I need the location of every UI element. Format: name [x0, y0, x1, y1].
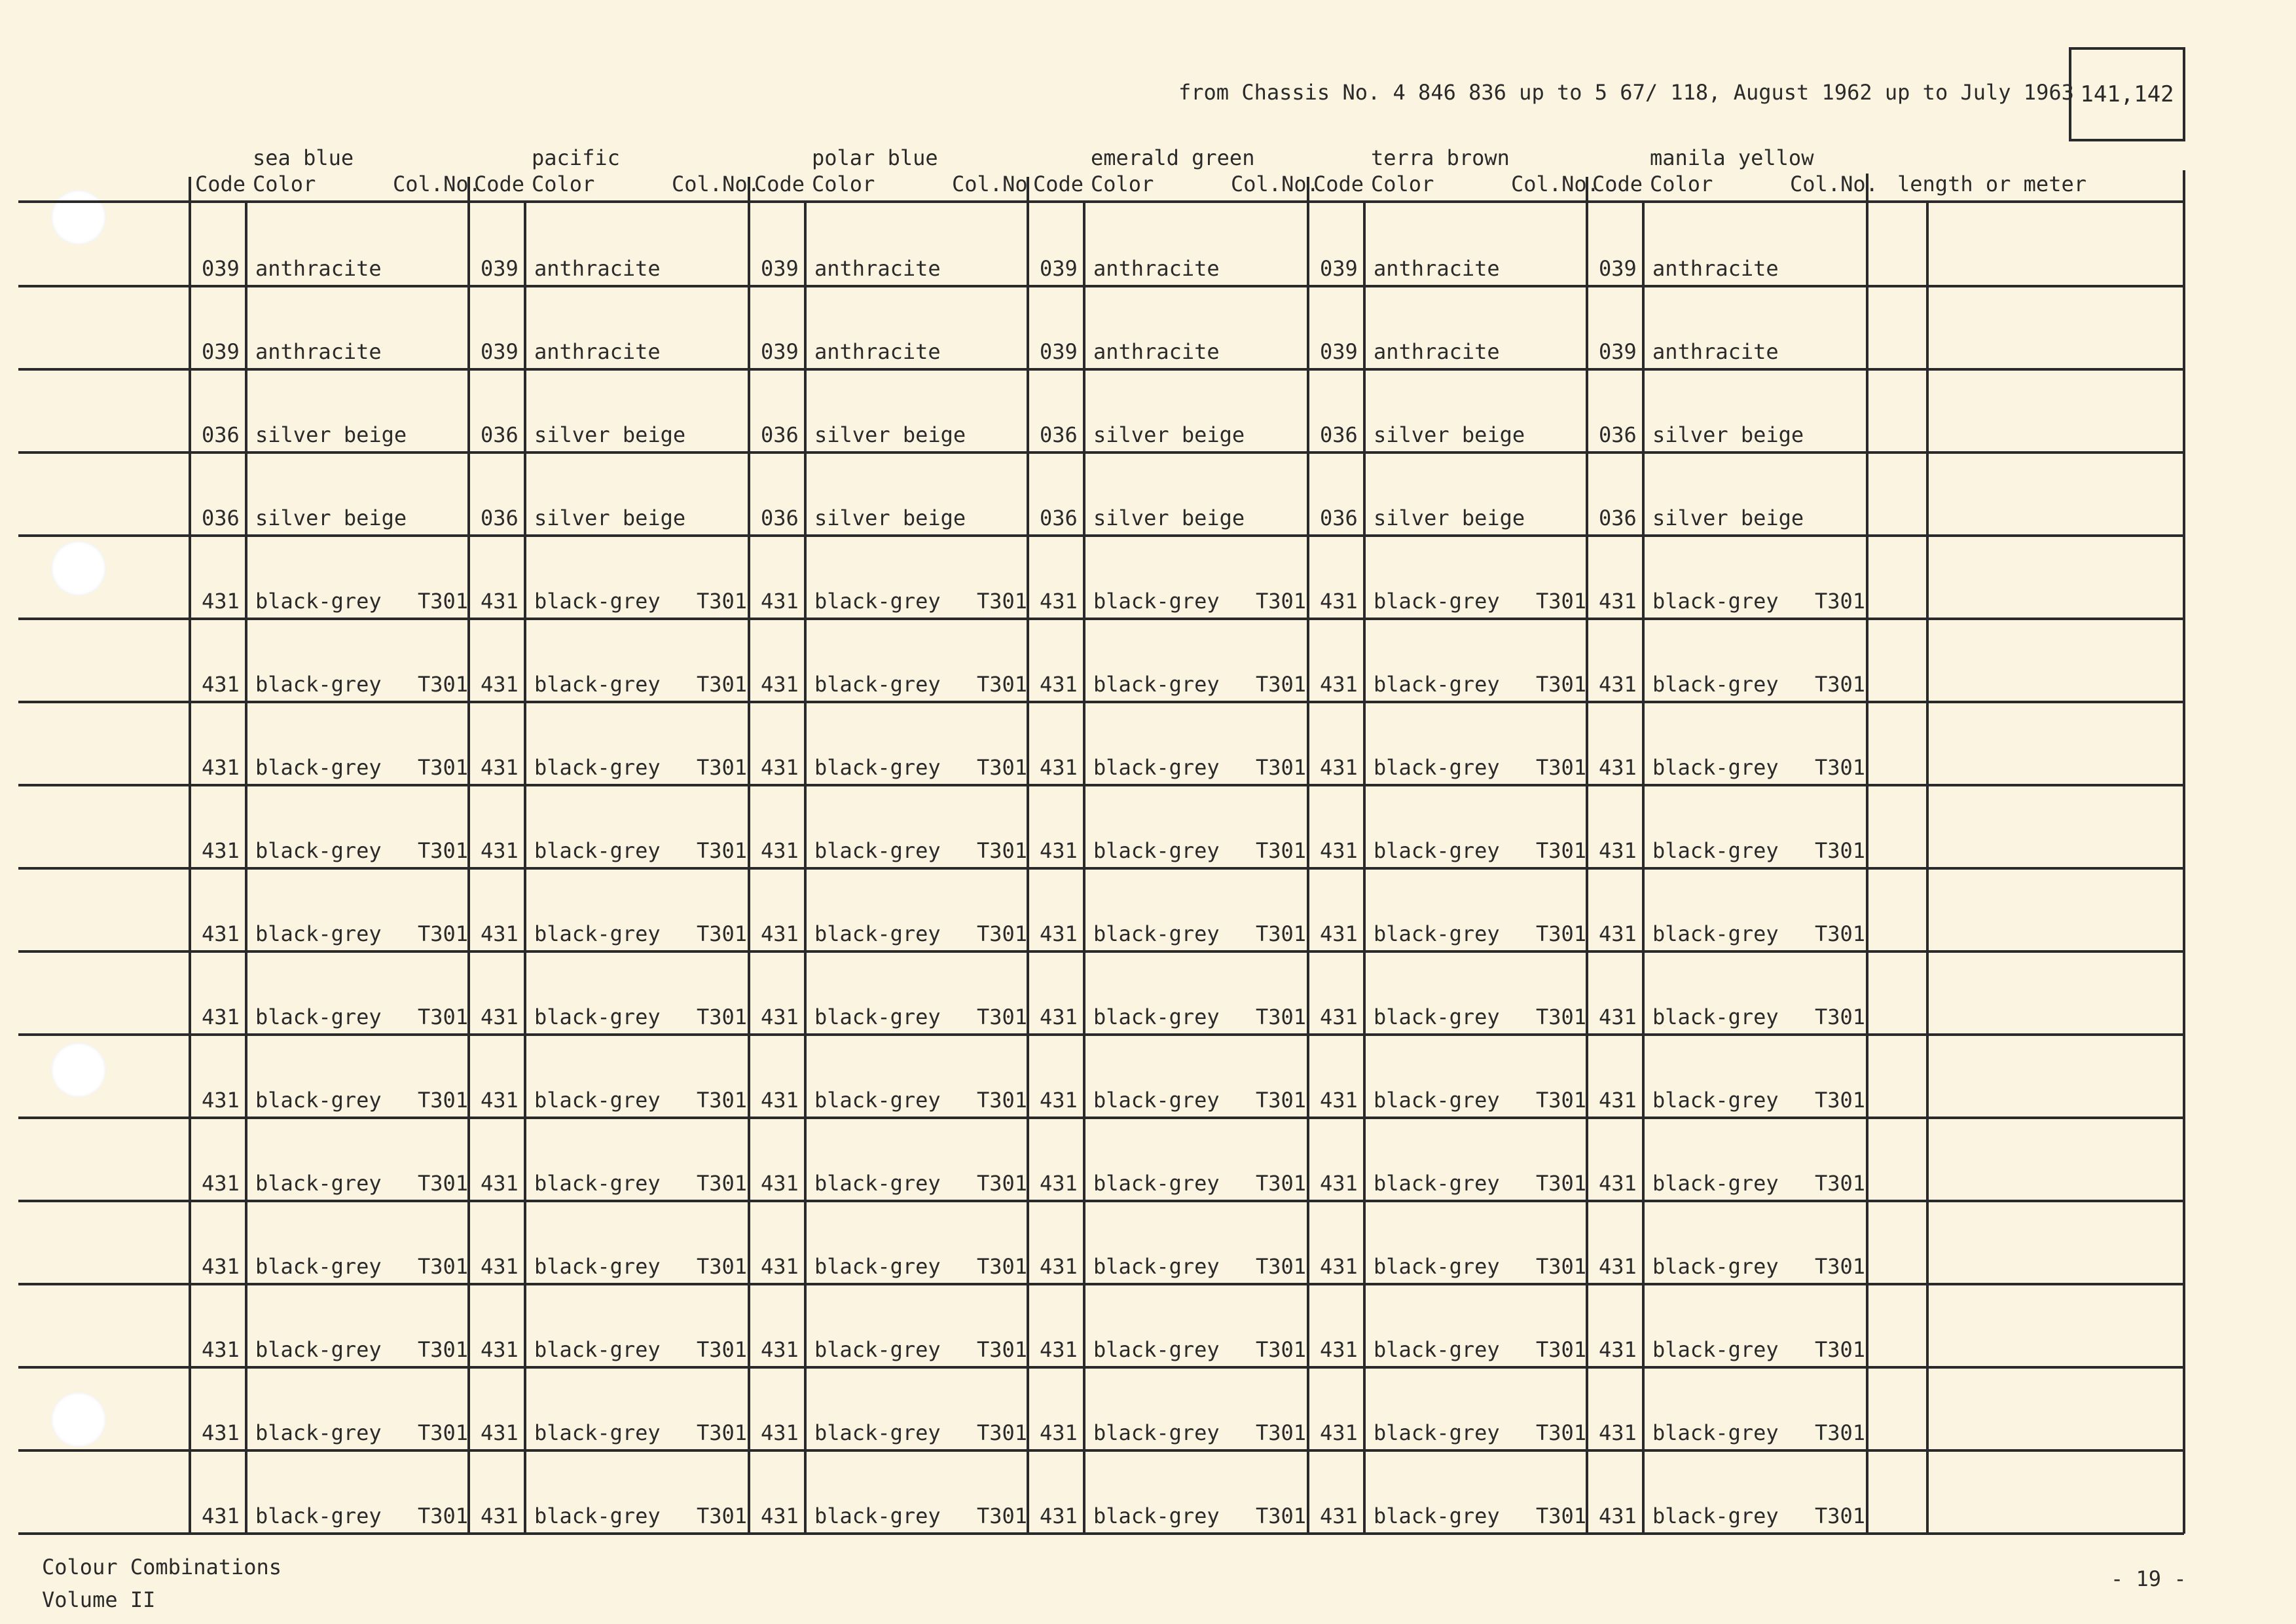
colno-cell: T301: [418, 1503, 469, 1528]
code-cell: 431: [1599, 1503, 1637, 1528]
colno-cell: T301: [697, 754, 748, 780]
color-cell: black-grey: [1652, 1004, 1779, 1029]
colno-cell: T301: [1536, 838, 1587, 863]
color-cell: black-grey: [534, 1420, 661, 1445]
colno-header: Col.No.: [393, 172, 481, 196]
color-cell: black-grey: [814, 1337, 941, 1362]
exterior-color-title: pacific: [532, 145, 620, 170]
code-cell: 431: [202, 1170, 240, 1196]
color-cell: black-grey: [1093, 1253, 1220, 1279]
code-cell: 039: [202, 339, 240, 364]
color-cell: black-grey: [1374, 838, 1500, 863]
code-cell: 431: [481, 671, 519, 697]
code-cell: 431: [761, 921, 799, 946]
color-cell: black-grey: [1652, 1503, 1779, 1528]
color-cell: silver beige: [1093, 422, 1245, 447]
code-cell: 431: [481, 1420, 519, 1445]
code-cell: 431: [1040, 1170, 1078, 1196]
exterior-color-title: terra brown: [1371, 145, 1510, 170]
color-cell: black-grey: [1652, 588, 1779, 614]
colno-cell: T301: [1815, 1337, 1866, 1362]
colno-cell: T301: [697, 838, 748, 863]
color-cell: anthracite: [534, 255, 661, 281]
colno-cell: T301: [977, 1420, 1028, 1445]
code-cell: 036: [202, 505, 240, 530]
color-cell: black-grey: [1652, 838, 1779, 863]
color-cell: black-grey: [1652, 1253, 1779, 1279]
colno-cell: T301: [1536, 1170, 1587, 1196]
color-cell: black-grey: [1093, 1170, 1220, 1196]
color-cell: silver beige: [534, 422, 686, 447]
code-cell: 039: [1599, 339, 1637, 364]
color-header: Color: [812, 172, 875, 196]
exterior-color-title: manila yellow: [1650, 145, 1814, 170]
color-cell: black-grey: [534, 1337, 661, 1362]
color-cell: silver beige: [814, 422, 966, 447]
color-cell: black-grey: [1093, 671, 1220, 697]
color-cell: black-grey: [534, 1503, 661, 1528]
colno-cell: T301: [418, 1004, 469, 1029]
code-cell: 431: [761, 671, 799, 697]
color-cell: silver beige: [255, 505, 407, 530]
colno-cell: T301: [697, 1087, 748, 1113]
exterior-color-title: sea blue: [253, 145, 354, 170]
code-cell: 431: [1599, 1087, 1637, 1113]
code-cell: 431: [1040, 1253, 1078, 1279]
color-cell: black-grey: [1652, 671, 1779, 697]
color-cell: black-grey: [534, 588, 661, 614]
code-cell: 431: [1320, 921, 1358, 946]
code-header: Code: [195, 172, 246, 196]
colno-cell: T301: [418, 921, 469, 946]
color-cell: anthracite: [1374, 339, 1500, 364]
code-cell: 036: [1040, 422, 1078, 447]
color-cell: black-grey: [534, 1087, 661, 1113]
color-cell: black-grey: [814, 1503, 941, 1528]
code-cell: 431: [1599, 1253, 1637, 1279]
code-header: Code: [474, 172, 525, 196]
color-cell: black-grey: [814, 838, 941, 863]
page-number: - 19 -: [2111, 1566, 2187, 1591]
color-cell: anthracite: [814, 255, 941, 281]
color-cell: black-grey: [1093, 754, 1220, 780]
colno-cell: T301: [418, 754, 469, 780]
code-cell: 431: [1040, 1420, 1078, 1445]
code-cell: 431: [761, 1503, 799, 1528]
color-cell: black-grey: [814, 1253, 941, 1279]
colno-cell: T301: [1536, 754, 1587, 780]
code-cell: 431: [202, 754, 240, 780]
color-cell: anthracite: [255, 339, 382, 364]
color-cell: black-grey: [255, 754, 382, 780]
color-cell: anthracite: [1374, 255, 1500, 281]
color-cell: black-grey: [1374, 754, 1500, 780]
code-cell: 431: [1040, 588, 1078, 614]
colno-cell: T301: [1815, 671, 1866, 697]
code-cell: 431: [1040, 1337, 1078, 1362]
code-cell: 036: [1320, 422, 1358, 447]
color-cell: black-grey: [1652, 1087, 1779, 1113]
colno-header: Col.No.: [672, 172, 760, 196]
code-cell: 039: [481, 339, 519, 364]
code-cell: 431: [202, 671, 240, 697]
code-cell: 039: [202, 255, 240, 281]
code-cell: 431: [1040, 1087, 1078, 1113]
color-cell: black-grey: [1093, 1420, 1220, 1445]
code-header: Code: [1592, 172, 1643, 196]
colno-cell: T301: [1256, 754, 1307, 780]
colno-cell: T301: [1536, 671, 1587, 697]
code-cell: 036: [1599, 422, 1637, 447]
colno-cell: T301: [977, 1337, 1028, 1362]
color-cell: black-grey: [1093, 1004, 1220, 1029]
color-cell: black-grey: [1093, 838, 1220, 863]
code-cell: 431: [481, 1503, 519, 1528]
color-cell: silver beige: [255, 422, 407, 447]
exterior-color-title: emerald green: [1091, 145, 1255, 170]
color-cell: black-grey: [534, 1004, 661, 1029]
colno-cell: T301: [1815, 921, 1866, 946]
code-cell: 431: [1599, 1170, 1637, 1196]
colno-cell: T301: [977, 921, 1028, 946]
code-cell: 431: [1599, 1337, 1637, 1362]
color-cell: black-grey: [1652, 754, 1779, 780]
code-cell: 431: [1040, 838, 1078, 863]
colno-cell: T301: [1815, 1170, 1866, 1196]
code-cell: 431: [1320, 1503, 1358, 1528]
color-cell: black-grey: [255, 1337, 382, 1362]
colno-cell: T301: [1536, 588, 1587, 614]
color-cell: black-grey: [1374, 1004, 1500, 1029]
code-cell: 431: [202, 1337, 240, 1362]
code-cell: 039: [481, 255, 519, 281]
code-cell: 431: [481, 1004, 519, 1029]
colno-cell: T301: [977, 1503, 1028, 1528]
code-cell: 431: [1320, 754, 1358, 780]
colno-cell: T301: [1256, 1253, 1307, 1279]
color-cell: black-grey: [255, 671, 382, 697]
colno-cell: T301: [697, 1170, 748, 1196]
code-cell: 431: [481, 921, 519, 946]
code-cell: 431: [1040, 921, 1078, 946]
color-cell: black-grey: [534, 921, 661, 946]
colno-header: Col.No.: [1790, 172, 1878, 196]
color-cell: black-grey: [814, 588, 941, 614]
color-cell: black-grey: [1093, 1337, 1220, 1362]
color-cell: black-grey: [1374, 1253, 1500, 1279]
colno-cell: T301: [977, 1087, 1028, 1113]
code-cell: 036: [1320, 505, 1358, 530]
colno-cell: T301: [1536, 1253, 1587, 1279]
code-cell: 431: [481, 1337, 519, 1362]
colno-cell: T301: [697, 588, 748, 614]
code-cell: 431: [761, 1004, 799, 1029]
code-cell: 039: [1599, 255, 1637, 281]
color-cell: black-grey: [534, 671, 661, 697]
color-header: Color: [532, 172, 595, 196]
code-cell: 431: [481, 1170, 519, 1196]
code-cell: 036: [481, 422, 519, 447]
code-cell: 431: [1040, 754, 1078, 780]
code-cell: 431: [1320, 838, 1358, 863]
color-cell: black-grey: [255, 1087, 382, 1113]
colno-header: Col.No.: [1511, 172, 1599, 196]
colno-cell: T301: [1815, 1087, 1866, 1113]
colno-cell: T301: [977, 838, 1028, 863]
colno-cell: T301: [418, 1170, 469, 1196]
code-cell: 039: [761, 255, 799, 281]
color-cell: anthracite: [255, 255, 382, 281]
code-cell: 039: [1040, 255, 1078, 281]
color-header: Color: [1091, 172, 1154, 196]
colno-cell: T301: [697, 921, 748, 946]
colno-cell: T301: [1256, 838, 1307, 863]
colno-cell: T301: [977, 588, 1028, 614]
color-cell: silver beige: [1374, 422, 1525, 447]
color-cell: anthracite: [1652, 255, 1779, 281]
code-cell: 039: [761, 339, 799, 364]
code-cell: 036: [761, 422, 799, 447]
colno-cell: T301: [1815, 754, 1866, 780]
colno-cell: T301: [697, 1004, 748, 1029]
colno-cell: T301: [1256, 1170, 1307, 1196]
color-cell: anthracite: [534, 339, 661, 364]
colno-cell: T301: [1536, 1004, 1587, 1029]
code-cell: 036: [481, 505, 519, 530]
code-cell: 431: [202, 1420, 240, 1445]
colno-cell: T301: [697, 1503, 748, 1528]
code-cell: 431: [202, 1253, 240, 1279]
colno-cell: T301: [697, 671, 748, 697]
colno-cell: T301: [418, 1087, 469, 1113]
color-header: Color: [253, 172, 316, 196]
color-cell: black-grey: [1652, 1337, 1779, 1362]
colno-cell: T301: [1256, 921, 1307, 946]
length-header: length or meter: [1897, 172, 2086, 196]
code-cell: 431: [1320, 1170, 1358, 1196]
colno-cell: T301: [1256, 671, 1307, 697]
code-cell: 431: [1599, 671, 1637, 697]
color-cell: silver beige: [534, 505, 686, 530]
code-cell: 431: [202, 921, 240, 946]
colno-cell: T301: [418, 588, 469, 614]
code-cell: 431: [1320, 1253, 1358, 1279]
color-cell: black-grey: [255, 1170, 382, 1196]
color-cell: black-grey: [1374, 1420, 1500, 1445]
code-cell: 431: [202, 588, 240, 614]
color-cell: anthracite: [814, 339, 941, 364]
colno-cell: T301: [1536, 1337, 1587, 1362]
exterior-color-title: polar blue: [812, 145, 938, 170]
code-cell: 039: [1320, 255, 1358, 281]
code-cell: 431: [1040, 1503, 1078, 1528]
color-cell: black-grey: [534, 1253, 661, 1279]
color-cell: black-grey: [1374, 1087, 1500, 1113]
code-cell: 431: [1320, 1087, 1358, 1113]
color-cell: black-grey: [534, 838, 661, 863]
color-cell: black-grey: [814, 1087, 941, 1113]
code-cell: 431: [481, 588, 519, 614]
code-cell: 036: [1040, 505, 1078, 530]
code-cell: 431: [761, 1087, 799, 1113]
colno-cell: T301: [1815, 838, 1866, 863]
code-cell: 431: [1599, 754, 1637, 780]
code-cell: 039: [1320, 339, 1358, 364]
colno-cell: T301: [418, 838, 469, 863]
colno-cell: T301: [418, 671, 469, 697]
color-cell: silver beige: [1093, 505, 1245, 530]
code-cell: 431: [481, 838, 519, 863]
code-cell: 431: [481, 1087, 519, 1113]
code-cell: 431: [1320, 1004, 1358, 1029]
color-cell: black-grey: [1652, 1170, 1779, 1196]
code-header: Code: [1033, 172, 1084, 196]
code-header: Code: [754, 172, 805, 196]
color-cell: silver beige: [814, 505, 966, 530]
color-cell: black-grey: [1374, 588, 1500, 614]
colno-cell: T301: [1815, 1503, 1866, 1528]
code-cell: 036: [1599, 505, 1637, 530]
code-cell: 431: [761, 1170, 799, 1196]
colno-cell: T301: [977, 1004, 1028, 1029]
color-cell: black-grey: [814, 671, 941, 697]
code-cell: 431: [1599, 1004, 1637, 1029]
code-cell: 431: [1320, 588, 1358, 614]
colno-cell: T301: [697, 1253, 748, 1279]
color-cell: black-grey: [1652, 1420, 1779, 1445]
colno-cell: T301: [418, 1337, 469, 1362]
colno-cell: T301: [418, 1253, 469, 1279]
code-cell: 431: [761, 1337, 799, 1362]
code-cell: 431: [1040, 1004, 1078, 1029]
code-cell: 431: [1599, 921, 1637, 946]
code-cell: 431: [761, 1253, 799, 1279]
color-header: Color: [1650, 172, 1713, 196]
color-cell: black-grey: [255, 838, 382, 863]
color-header: Color: [1371, 172, 1434, 196]
color-cell: black-grey: [1652, 921, 1779, 946]
color-cell: black-grey: [1374, 1170, 1500, 1196]
colno-cell: T301: [1256, 1004, 1307, 1029]
code-cell: 431: [761, 838, 799, 863]
colno-header: Col.No.: [1231, 172, 1319, 196]
code-cell: 431: [481, 754, 519, 780]
colno-cell: T301: [1815, 588, 1866, 614]
code-header: Code: [1313, 172, 1364, 196]
code-cell: 431: [202, 1503, 240, 1528]
code-cell: 431: [481, 1253, 519, 1279]
color-cell: black-grey: [255, 588, 382, 614]
color-cell: black-grey: [814, 754, 941, 780]
code-cell: 431: [202, 838, 240, 863]
colno-cell: T301: [1256, 1337, 1307, 1362]
colno-cell: T301: [977, 754, 1028, 780]
code-cell: 431: [1040, 671, 1078, 697]
color-cell: black-grey: [255, 1253, 382, 1279]
code-cell: 431: [1599, 588, 1637, 614]
color-cell: silver beige: [1374, 505, 1525, 530]
colno-header: Col.No: [952, 172, 1028, 196]
code-cell: 431: [1320, 671, 1358, 697]
colno-cell: T301: [977, 671, 1028, 697]
color-cell: black-grey: [1374, 1337, 1500, 1362]
color-cell: silver beige: [1652, 422, 1804, 447]
color-cell: black-grey: [255, 1420, 382, 1445]
code-cell: 036: [761, 505, 799, 530]
code-cell: 431: [761, 588, 799, 614]
footer-title: Colour Combinations: [42, 1555, 282, 1579]
color-cell: black-grey: [814, 1004, 941, 1029]
code-cell: 431: [761, 1420, 799, 1445]
color-cell: black-grey: [1093, 588, 1220, 614]
color-cell: black-grey: [255, 1503, 382, 1528]
color-cell: anthracite: [1652, 339, 1779, 364]
colno-cell: T301: [1536, 1420, 1587, 1445]
model-number-box: 141,142: [2069, 47, 2185, 141]
colno-cell: T301: [418, 1420, 469, 1445]
color-cell: black-grey: [1374, 921, 1500, 946]
color-cell: anthracite: [1093, 339, 1220, 364]
colno-cell: T301: [1815, 1420, 1866, 1445]
color-cell: black-grey: [534, 1170, 661, 1196]
code-cell: 036: [202, 422, 240, 447]
colno-cell: T301: [1256, 1087, 1307, 1113]
code-cell: 431: [202, 1087, 240, 1113]
chassis-range-note: from Chassis No. 4 846 836 up to 5 67/ 118, August 1962 up to July 1963: [1178, 80, 2074, 105]
colno-cell: T301: [1536, 921, 1587, 946]
color-cell: anthracite: [1093, 255, 1220, 281]
footer-volume: Volume II: [42, 1587, 156, 1612]
colno-cell: T301: [1536, 1087, 1587, 1113]
code-cell: 039: [1040, 339, 1078, 364]
color-cell: black-grey: [255, 921, 382, 946]
colno-cell: T301: [1815, 1253, 1866, 1279]
color-cell: black-grey: [255, 1004, 382, 1029]
colno-cell: T301: [697, 1420, 748, 1445]
colno-cell: T301: [1815, 1004, 1866, 1029]
colno-cell: T301: [977, 1253, 1028, 1279]
color-cell: black-grey: [1374, 671, 1500, 697]
code-cell: 431: [1599, 1420, 1637, 1445]
color-cell: silver beige: [1652, 505, 1804, 530]
color-cell: black-grey: [534, 754, 661, 780]
colno-cell: T301: [1256, 588, 1307, 614]
color-cell: black-grey: [814, 1170, 941, 1196]
color-cell: black-grey: [814, 921, 941, 946]
code-cell: 431: [1599, 838, 1637, 863]
code-cell: 431: [202, 1004, 240, 1029]
color-cell: black-grey: [1093, 1087, 1220, 1113]
color-cell: black-grey: [1374, 1503, 1500, 1528]
colno-cell: T301: [697, 1337, 748, 1362]
colno-cell: T301: [1256, 1420, 1307, 1445]
color-cell: black-grey: [814, 1420, 941, 1445]
code-cell: 431: [761, 754, 799, 780]
code-cell: 431: [1320, 1337, 1358, 1362]
colno-cell: T301: [1256, 1503, 1307, 1528]
color-cell: black-grey: [1093, 921, 1220, 946]
color-cell: black-grey: [1093, 1503, 1220, 1528]
colno-cell: T301: [1536, 1503, 1587, 1528]
colno-cell: T301: [977, 1170, 1028, 1196]
code-cell: 431: [1320, 1420, 1358, 1445]
